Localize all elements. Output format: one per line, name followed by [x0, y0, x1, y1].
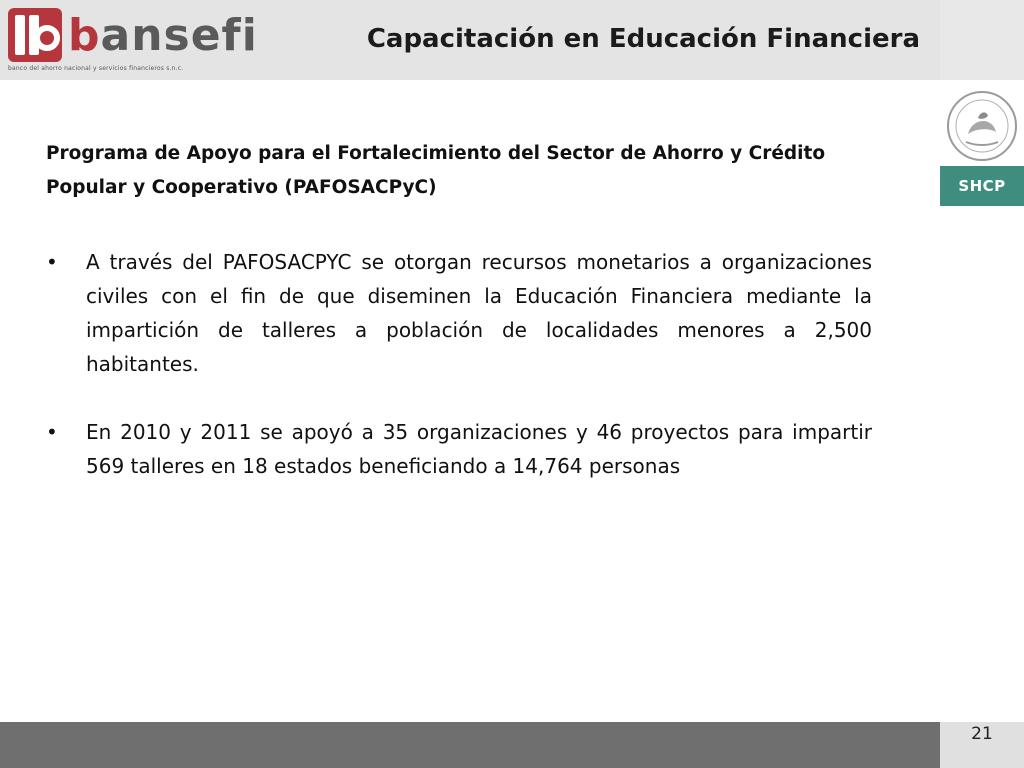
mexican-seal-icon: [942, 88, 1022, 164]
footer-band: [0, 722, 940, 768]
bullet-marker: •: [46, 420, 58, 444]
bullet-list: [46, 245, 872, 517]
wordmark-accent: b: [68, 10, 101, 61]
shcp-badge: SHCP: [940, 166, 1024, 206]
bansefi-logo-mark-icon: [8, 8, 62, 62]
bansefi-wordmark: [68, 12, 258, 60]
wordmark-rest: ansefi: [100, 10, 258, 61]
bullet-text: En 2010 y 2011 se apoyó a 35 organizaciones y 46 proyectos para impartir 569 talleres en 18 estados beneficiando a 14,764 personas: [86, 420, 872, 478]
list-item: [46, 245, 872, 381]
slide-title: Capacitación en Educación Financiera: [366, 24, 920, 54]
bansefi-logo: [8, 8, 258, 76]
right-top-band: [940, 0, 1024, 80]
logo-tagline: banco del ahorro nacional y servicios financieros s.n.c.: [8, 65, 184, 72]
page-number: 21: [971, 724, 993, 744]
bullet-marker: •: [46, 250, 58, 274]
bullet-text: A través del PAFOSACPYC se otorgan recursos monetarios a organizaciones civiles con el fin de que diseminen la Educación Financiera mediante la impartición de talleres a población de localidades menores a 2,500 habitantes.: [86, 250, 872, 376]
program-subtitle: Programa de Apoyo para el Fortalecimiento del Sector de Ahorro y Crédito Popular y Cooperativo (PAFOSACPyC): [46, 143, 826, 198]
list-item: [46, 415, 872, 483]
